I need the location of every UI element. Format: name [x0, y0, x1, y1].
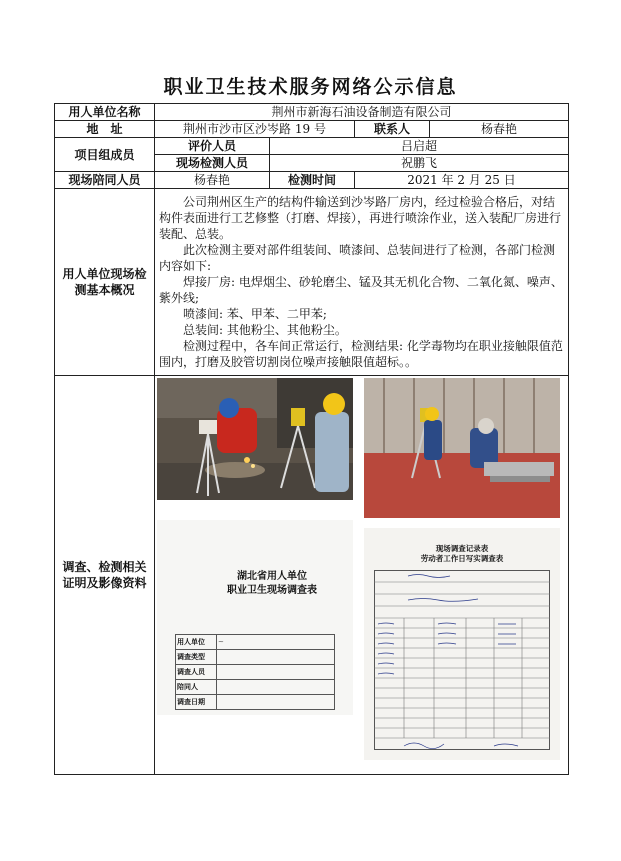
form-left-title-1: 湖北省用人单位 — [237, 571, 307, 582]
date-label: 检测时间 — [270, 172, 355, 189]
employer-label: 用人单位名称 — [55, 104, 155, 121]
inspector-value: 祝鹏飞 — [270, 155, 569, 172]
form-left-title-2: 职业卫生现场调查表 — [227, 585, 317, 596]
overview-paragraph: 公司荆州区生产的结构件输送到沙岑路厂房内，经过检验合格后，对结构件表面进行工艺修整（打磨、焊接），再进行喷涂作业，送入装配厂房进行装配、总装。 — [159, 195, 562, 241]
form-left-row-label: 调查人员 — [176, 665, 217, 680]
date-value: 2021 年 2 月 25 日 — [355, 172, 569, 189]
overview-paragraph: 总装间: 其他粉尘、其他粉尘。 — [183, 323, 347, 337]
form-right-grid — [374, 570, 550, 750]
escort-label: 现场陪同人员 — [55, 172, 155, 189]
form-left-row-value — [217, 695, 335, 710]
form-left-row-label: 陪同人 — [176, 680, 217, 695]
evaluator-value: 吕启超 — [270, 138, 569, 155]
form-left-row-value: ~ — [217, 635, 335, 650]
overview-label: 用人单位现场检测基本概况 — [55, 189, 155, 376]
form-left-row-label: 用人单位 — [176, 635, 217, 650]
contact-label: 联系人 — [355, 121, 430, 138]
form-left-row-label: 调查类型 — [176, 650, 217, 665]
overview-paragraph: 喷漆间: 苯、甲苯、二甲苯; — [183, 307, 327, 321]
form-left-table — [175, 634, 335, 710]
contact-value: 杨春艳 — [430, 121, 569, 138]
form-right-title-2: 劳动者工作日写实调查表 — [420, 554, 504, 563]
photo-paint-room — [364, 378, 560, 518]
address-value: 荆州市沙市区沙岑路 19 号 — [155, 121, 355, 138]
form-left-row-value — [217, 680, 335, 695]
form-right-title-1: 现场调查记录表 — [435, 544, 489, 553]
form-left-row-label: 调查日期 — [176, 695, 217, 710]
form-left-row-value — [217, 665, 335, 680]
photo-work-record-form — [364, 528, 560, 760]
escort-value: 杨春艳 — [155, 172, 270, 189]
photo-welding-site — [157, 378, 353, 500]
team-label: 项目组成员 — [55, 138, 155, 172]
employer-value: 荆州市新海石油设备制造有限公司 — [155, 104, 569, 121]
overview-paragraph: 焊接厂房: 电焊烟尘、砂轮磨尘、锰及其无机化合物、二氧化氮、噪声、紫外线; — [159, 275, 563, 305]
overview-paragraph: 检测过程中，各车间正常运行，检测结果: 化学毒物均在职业接触限值范围内，打磨及胶管切割岗位噪声接触限值超标。。 — [159, 339, 563, 369]
form-left-row-value — [217, 650, 335, 665]
evaluator-label: 评价人员 — [155, 138, 270, 155]
page-title: 职业卫生技术服务网络公示信息 — [163, 76, 458, 98]
overview-paragraph: 此次检测主要对部件组装间、喷漆间、总装间进行了检测，各部门检测内容如下: — [159, 243, 556, 273]
address-label: 地 址 — [55, 121, 155, 138]
inspector-label: 现场检测人员 — [155, 155, 270, 172]
overview-text — [155, 189, 569, 376]
evidence-label: 调查、检测相关证明及影像资料 — [55, 376, 155, 775]
photo-survey-form — [157, 520, 353, 715]
